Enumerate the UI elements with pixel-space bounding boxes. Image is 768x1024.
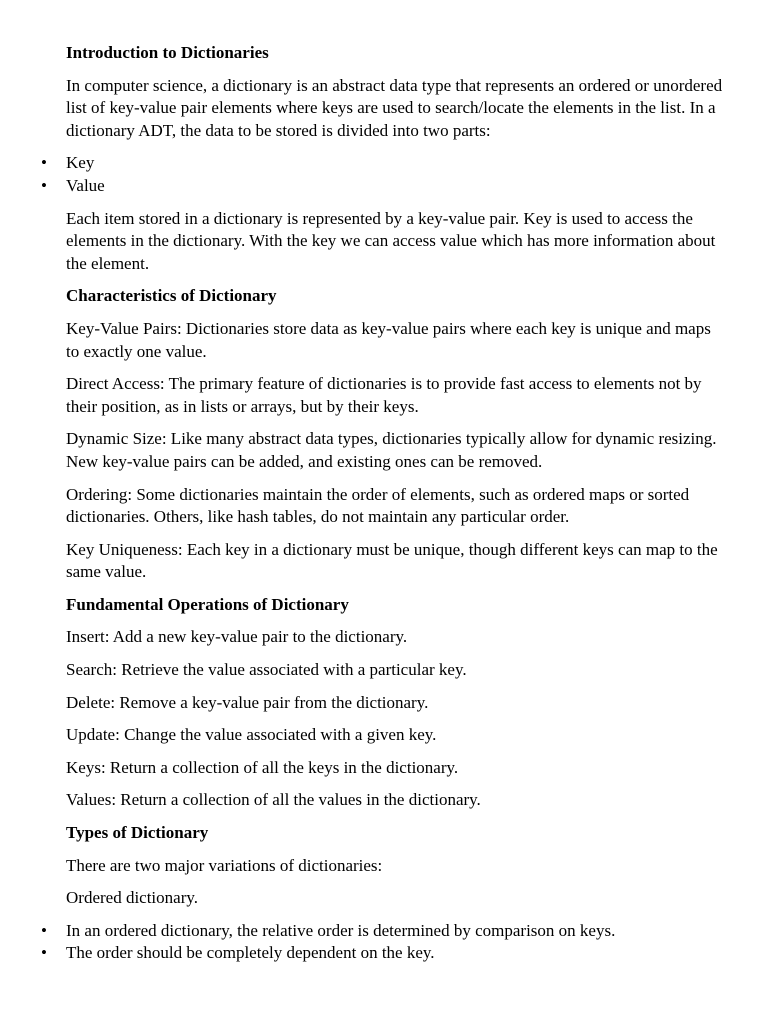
list-item-text: The order should be completely dependent on the key. [66,943,435,963]
characteristic-paragraph: Dynamic Size: Like many abstract data types, dictionaries typically allow for dynamic resizing. New key-value pairs can be added, and existing ones can be removed. [66,429,717,471]
operation-paragraph: Update: Change the value associated with a given key. [66,725,437,745]
list-item [41,942,726,965]
bullet-icon: • [41,175,47,195]
list-item [41,920,726,943]
types-heading: Types of Dictionary [66,823,209,843]
operation-paragraph: Delete: Remove a key-value pair from the dictionary. [66,692,429,712]
list-item-text: In an ordered dictionary, the relative order is determined by comparison on keys. [66,920,616,940]
intro-heading: Introduction to Dictionaries [66,43,269,62]
bullet-icon: • [41,153,47,173]
operation-paragraph: Keys: Return a collection of all the keys in the dictionary. [66,757,459,777]
list-item-text: Key [66,153,95,173]
types-intro: There are two major variations of dictionaries: [66,855,383,875]
bullet-icon: • [41,920,47,940]
parts-list [41,152,726,197]
operations-heading: Fundamental Operations of Dictionary [66,594,349,614]
list-item-text: Value [66,175,105,195]
operation-paragraph: Search: Retrieve the value associated with a particular key. [66,660,467,680]
bullet-icon: • [41,943,47,963]
intro-paragraph: In computer science, a dictionary is an abstract data type that represents an ordered or unordered list of key-value pair elements where keys are used to search/locate the elements in the list. In a dictionary ADT, the data to be stored is divided into two parts: [66,75,723,140]
characteristic-paragraph: Direct Access: The primary feature of dictionaries is to provide fast access to elements not by their position, as in lists or arrays, but by their keys. [66,374,702,416]
ordered-dictionary-label: Ordered dictionary. [66,888,199,908]
characteristic-paragraph: Key Uniqueness: Each key in a dictionary must be unique, though different keys can map to the same value. [66,539,718,582]
characteristic-paragraph: Ordering: Some dictionaries maintain the order of elements, such as ordered maps or sorted dictionaries. Others, like hash tables, do not maintain any particular order. [66,484,690,527]
characteristics-heading: Characteristics of Dictionary [66,286,277,306]
list-item [41,152,726,175]
characteristic-paragraph: Key-Value Pairs: Dictionaries store data as key-value pairs where each key is unique and maps to exactly one value. [66,318,711,361]
operation-paragraph: Insert: Add a new key-value pair to the dictionary. [66,627,408,647]
operation-paragraph: Values: Return a collection of all the values in the dictionary. [66,790,481,810]
ordered-points-list [41,920,726,965]
key-value-paragraph: Each item stored in a dictionary is represented by a key-value pair. Key is used to access the elements in the dictionary. With the key we can access value which has more information about the element. [66,208,716,273]
document-page [41,42,726,975]
list-item [41,175,726,198]
